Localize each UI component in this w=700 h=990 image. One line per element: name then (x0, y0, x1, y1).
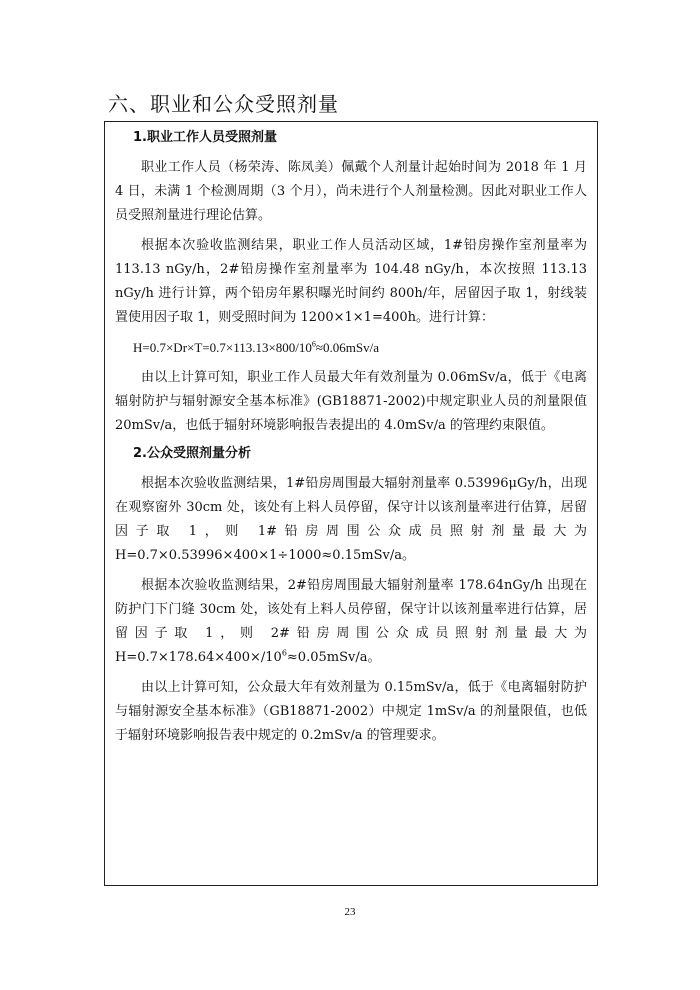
dose-formula-main: H=0.7×Dr×T=0.7×113.13×800/10 (133, 340, 312, 355)
occupational-dose-heading: 1.职业工作人员受照剂量 (133, 130, 277, 145)
public-dose-heading: 2.公众受照剂量分析 (133, 446, 251, 461)
public-paragraph-2-result: ≈0.05mSv/a。 (286, 650, 381, 665)
page-number: 23 (344, 906, 356, 918)
public-paragraph-2-main: 根据本次验收监测结果，2#铅房周围最大辐射剂量率 178.64nGy/h 出现在防护门下门缝 30cm 处，该处有上料人员停留，保守计以该剂量率进行估算，居留因子取 1，则 2#铅房周围公众成员照射剂量最大为 H=0.7×178.64×400×/10 (115, 578, 587, 665)
content-box (104, 121, 598, 886)
occupational-paragraph-1: 职业工作人员（杨荣涛、陈凤美）佩戴个人剂量计起始时间为 2018 年 1 月 4 日，未满 1 个检测周期（3 个月），尚未进行个人剂量检测。因此对职业工作人员受照剂量进行理论估算。 (115, 160, 587, 223)
public-paragraph-1: 根据本次验收监测结果，1#铅房周围最大辐射剂量率 0.53996μGy/h，出现在观察窗外 30cm 处，该处有上料人员停留，保守计以该剂量率进行估算，居留因子取 1，则 1#铅房周围公众成员照射剂量最大为 H=0.7×0.53996×400×1÷1000≈0.15mSv/a。 (115, 476, 587, 563)
public-paragraph-2-exponent: 6 (281, 648, 287, 658)
public-paragraph-2 (115, 574, 587, 670)
public-paragraph-3: 由以上计算可知，公众最大年有效剂量为 0.15mSv/a，低于《电离辐射防护与辐射源安全基本标准》（GB18871-2002）中规定 1mSv/a 的剂量限值，也低于辐射环境影响报告表中规定的 0.2mSv/a 的管理要求。 (115, 680, 587, 743)
section-title: 六、职业和公众受照剂量 (108, 92, 339, 116)
occupational-paragraph-3: 由以上计算可知，职业工作人员最大年有效剂量为 0.06mSv/a，低于《电离辐射防护与辐射源安全基本标准》(GB18871-2002)中规定职业人员的剂量限值 20mSv/a，也低于辐射环境影响报告表提出的 4.0mSv/a 的管理约束限值。 (115, 370, 587, 433)
dose-formula (133, 336, 587, 360)
occupational-paragraph-2: 根据本次验收监测结果，职业工作人员活动区域，1#铅房操作室剂量率为 113.13 nGy/h，2#铅房操作室剂量率为 104.48 nGy/h，本次按照 113.13 nGy/h 进行计算，两个铅房年累积曝光时间约 800h/年，居留因子取 1，射线装置使用因子取 1，则受照时间为 1200×1×1=400h。进行计算： (115, 238, 587, 325)
dose-formula-result: ≈0.06mSv/a (315, 340, 380, 355)
dose-formula-exponent: 6 (311, 339, 316, 349)
